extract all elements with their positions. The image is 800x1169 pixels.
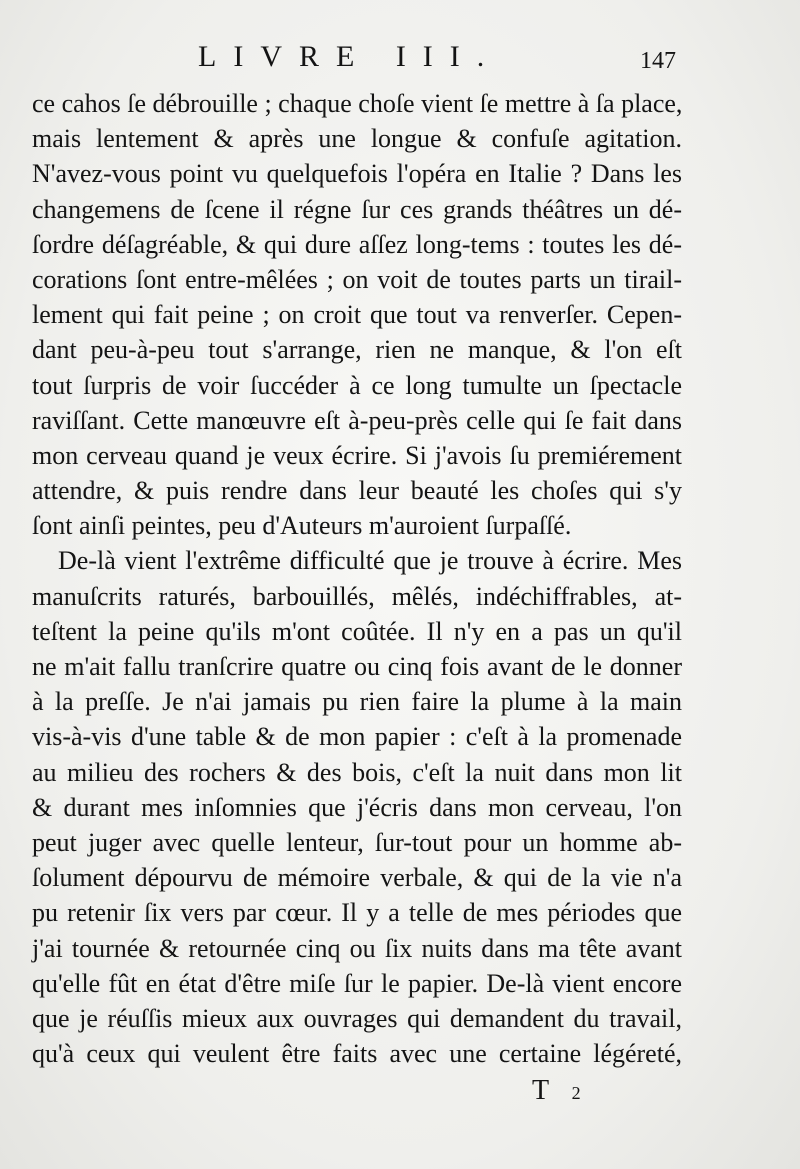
- text-line: mon cerveau quand je veux écrire. Si j'avois ſu premiérement: [32, 440, 682, 470]
- text-line: lement qui fait peine ; on croit que tout va renverſer. Cepen-: [32, 300, 682, 330]
- text-line: De-là vient l'extrême difficulté que je trouve à écrire. Mes: [58, 546, 682, 576]
- text-line: ce cahos ſe débrouille ; chaque choſe vient ſe mettre à ſa place,: [32, 89, 683, 118]
- text-line: ne m'ait fallu tranſcrire quatre ou cinq fois avant de le donner: [32, 652, 682, 681]
- text-line: & durant mes inſomnies que j'écris dans mon cerveau, l'on: [32, 792, 682, 822]
- text-line: N'avez-vous point vu quelquefois l'opéra en Italie ? Dans les: [32, 159, 682, 189]
- signature-number: 2: [571, 1083, 589, 1103]
- text-line: mais lentement & après une longue & confuſe agitation.: [32, 124, 682, 154]
- text-line: ſont ainſi peintes, peu d'Auteurs m'auroient ſurpaſſé.: [32, 511, 572, 541]
- text-line: vis-à-vis d'une table & de mon papier : c'eſt à la promenade: [32, 722, 682, 752]
- body-text: [32, 86, 682, 1071]
- text-line: changemens de ſcene il régne ſur ces grands théâtres un dé-: [32, 194, 682, 224]
- text-line: tout ſurpris de voir ſuccéder à ce long tumulte un ſpectacle: [32, 370, 682, 400]
- text-line: qu'elle fût en état d'être miſe ſur le papier. De-là vient encore: [32, 968, 682, 998]
- text-line: j'ai tournée & retournée cinq ou ſix nuits dans ma tête avant: [32, 933, 682, 963]
- text-line: à la preſſe. Je n'ai jamais pu rien faire la plume à la main: [32, 687, 682, 717]
- text-line: teſtent la peine qu'ils m'ont coûtée. Il n'y en a pas un qu'il: [32, 616, 682, 646]
- text-line: attendre, & puis rendre dans leur beauté les choſes qui s'y: [32, 476, 682, 506]
- text-line: pu retenir ſix vers par cœur. Il y a telle de mes périodes que: [32, 898, 682, 928]
- running-title: LIVRE III.: [198, 40, 502, 73]
- signature-mark: [532, 1075, 589, 1107]
- paragraph: [32, 543, 682, 1071]
- text-line: que je réuſſis mieux aux ouvrages qui demandent du travail,: [32, 1003, 682, 1033]
- signature-letter: T: [532, 1075, 557, 1106]
- text-line: peut juger avec quelle lenteur, ſur-tout pour un homme ab-: [32, 827, 682, 857]
- page-number: 147: [640, 48, 676, 74]
- text-line: dant peu-à-peu tout s'arrange, rien ne manque, & l'on eſt: [32, 335, 682, 365]
- paragraph: [32, 86, 682, 543]
- text-line: manuſcrits raturés, barbouillés, mêlés, indéchiffrables, at-: [32, 581, 682, 611]
- text-line: ſolument dépourvu de mémoire verbale, & qui de la vie n'a: [32, 863, 682, 893]
- text-line: au milieu des rochers & des bois, c'eſt la nuit dans mon lit: [32, 757, 682, 787]
- text-line: corations ſont entre-mêlées ; on voit de toutes parts un tirail-: [32, 264, 682, 294]
- text-line: qu'à ceux qui veulent être faits avec une certaine légéreté,: [32, 1039, 682, 1069]
- text-line: raviſſant. Cette manœuvre eſt à-peu-près celle qui ſe fait dans: [32, 405, 682, 435]
- text-line: ſordre déſagréable, & qui dure aſſez long-tems : toutes les dé-: [32, 229, 682, 259]
